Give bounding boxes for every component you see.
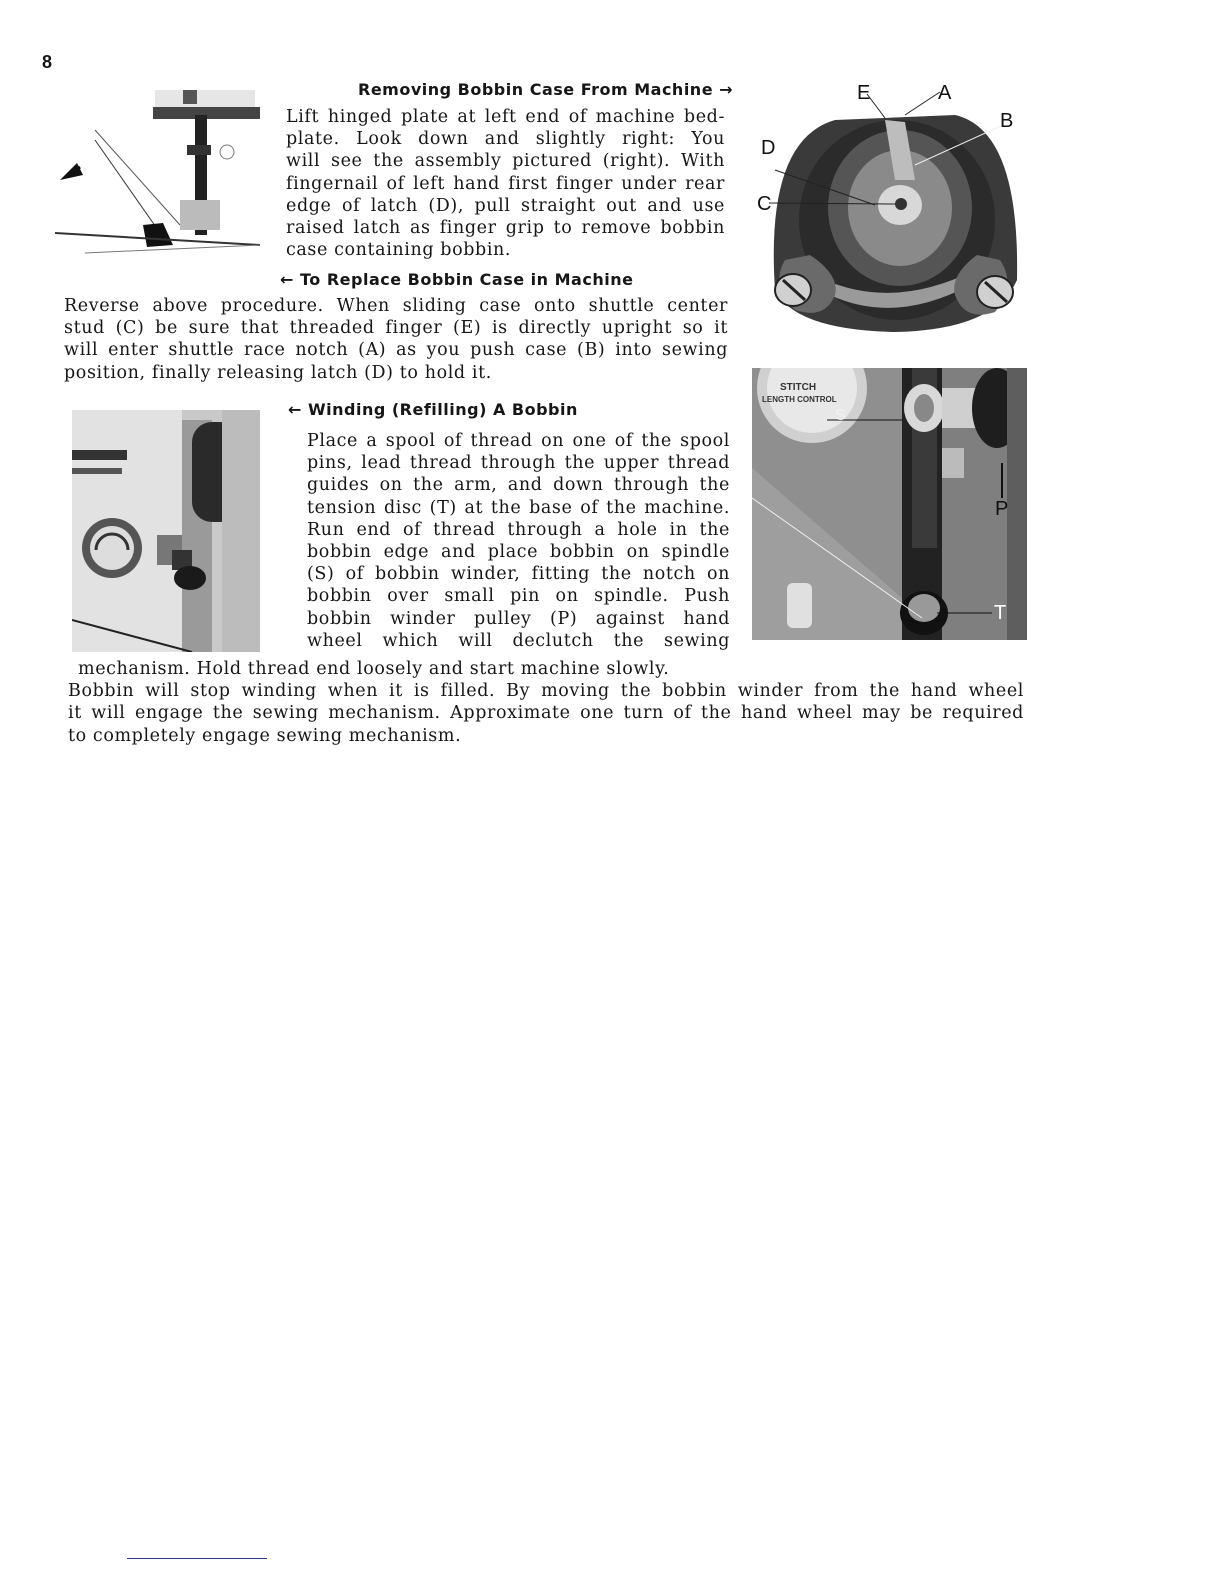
text-line: stud (C) be sure that threaded finger (E) is directly upright so it	[64, 318, 728, 339]
text-line: Lift hinged plate at left end of machine bed-	[286, 107, 725, 127]
text-line: guides on the arm, and down through the	[307, 475, 730, 496]
text-line: mechanism. Hold thread end loosely and start machine slowly.	[78, 659, 670, 679]
text-line: Run end of thread through a hole in the	[307, 519, 730, 540]
text-line: Reverse above procedure. When sliding case onto shuttle center	[64, 296, 728, 316]
label-b: B	[1000, 110, 1014, 132]
text-line: edge of latch (D), pull straight out and use	[286, 195, 725, 216]
text-line: bobbin edge and place bobbin on spindle	[307, 542, 730, 563]
text-line: fingernail of left hand first finger under rear	[286, 173, 725, 194]
text-line: raised latch as finger grip to remove bobbin	[286, 218, 725, 239]
text-line: wheel which will declutch the sewing	[307, 630, 730, 651]
heading-replace-bobbin-case: ← To Replace Bobbin Case in Machine	[280, 270, 634, 289]
text-line: (S) of bobbin winder, fitting the notch on	[307, 564, 730, 585]
label-s: S	[835, 407, 846, 424]
dial-text-length-control: LENGTH CONTROL	[762, 395, 837, 404]
label-d: D	[761, 137, 776, 159]
text-line: will enter shuttle race notch (A) as you push case (B) into sewing	[64, 340, 728, 361]
paragraph-removing-bobbin-case	[286, 106, 725, 261]
label-e: E	[857, 82, 871, 104]
text-line: position, finally releasing latch (D) to hold it.	[64, 362, 492, 383]
label-c: C	[757, 193, 772, 215]
label-t: T	[994, 602, 1007, 624]
bobbin-winder-photo	[752, 368, 1027, 640]
text-line: case containing bobbin.	[286, 240, 512, 261]
text-line: bobbin over small pin on spindle. Push	[307, 586, 730, 607]
heading-winding-bobbin: ← Winding (Refilling) A Bobbin	[288, 400, 578, 419]
paragraph-winding-continuation	[68, 658, 1024, 747]
heading-removing-bobbin-case: Removing Bobbin Case From Machine →	[358, 80, 734, 99]
needle-area-photo	[55, 85, 260, 257]
text-line: pins, lead thread through the upper thread	[307, 453, 730, 474]
footer-rule	[127, 1558, 267, 1559]
dial-text-stitch: STITCH	[780, 382, 817, 393]
text-line: tension disc (T) at the base of the machine.	[307, 497, 730, 518]
text-line: it will engage the sewing mechanism. Approximate one turn of the hand wheel may be required	[68, 703, 1024, 724]
text-line: Bobbin will stop winding when it is filled. By moving the bobbin winder from the hand wheel	[68, 681, 1024, 702]
page-number: 8	[42, 52, 53, 72]
label-p: P	[995, 498, 1009, 520]
text-line: plate. Look down and slightly right: You	[286, 129, 725, 150]
paragraph-winding-bobbin	[307, 430, 730, 652]
label-a: A	[938, 82, 952, 104]
bobbin-case-photo	[755, 80, 1030, 345]
paragraph-replace-bobbin-case	[64, 295, 728, 384]
text-line: Place a spool of thread on one of the spool	[307, 431, 730, 451]
text-line: will see the assembly pictured (right). With	[286, 151, 725, 172]
text-line: to completely engage sewing mechanism.	[68, 725, 462, 746]
text-line: bobbin winder pulley (P) against hand	[307, 608, 730, 629]
machine-front-photo	[72, 410, 260, 652]
